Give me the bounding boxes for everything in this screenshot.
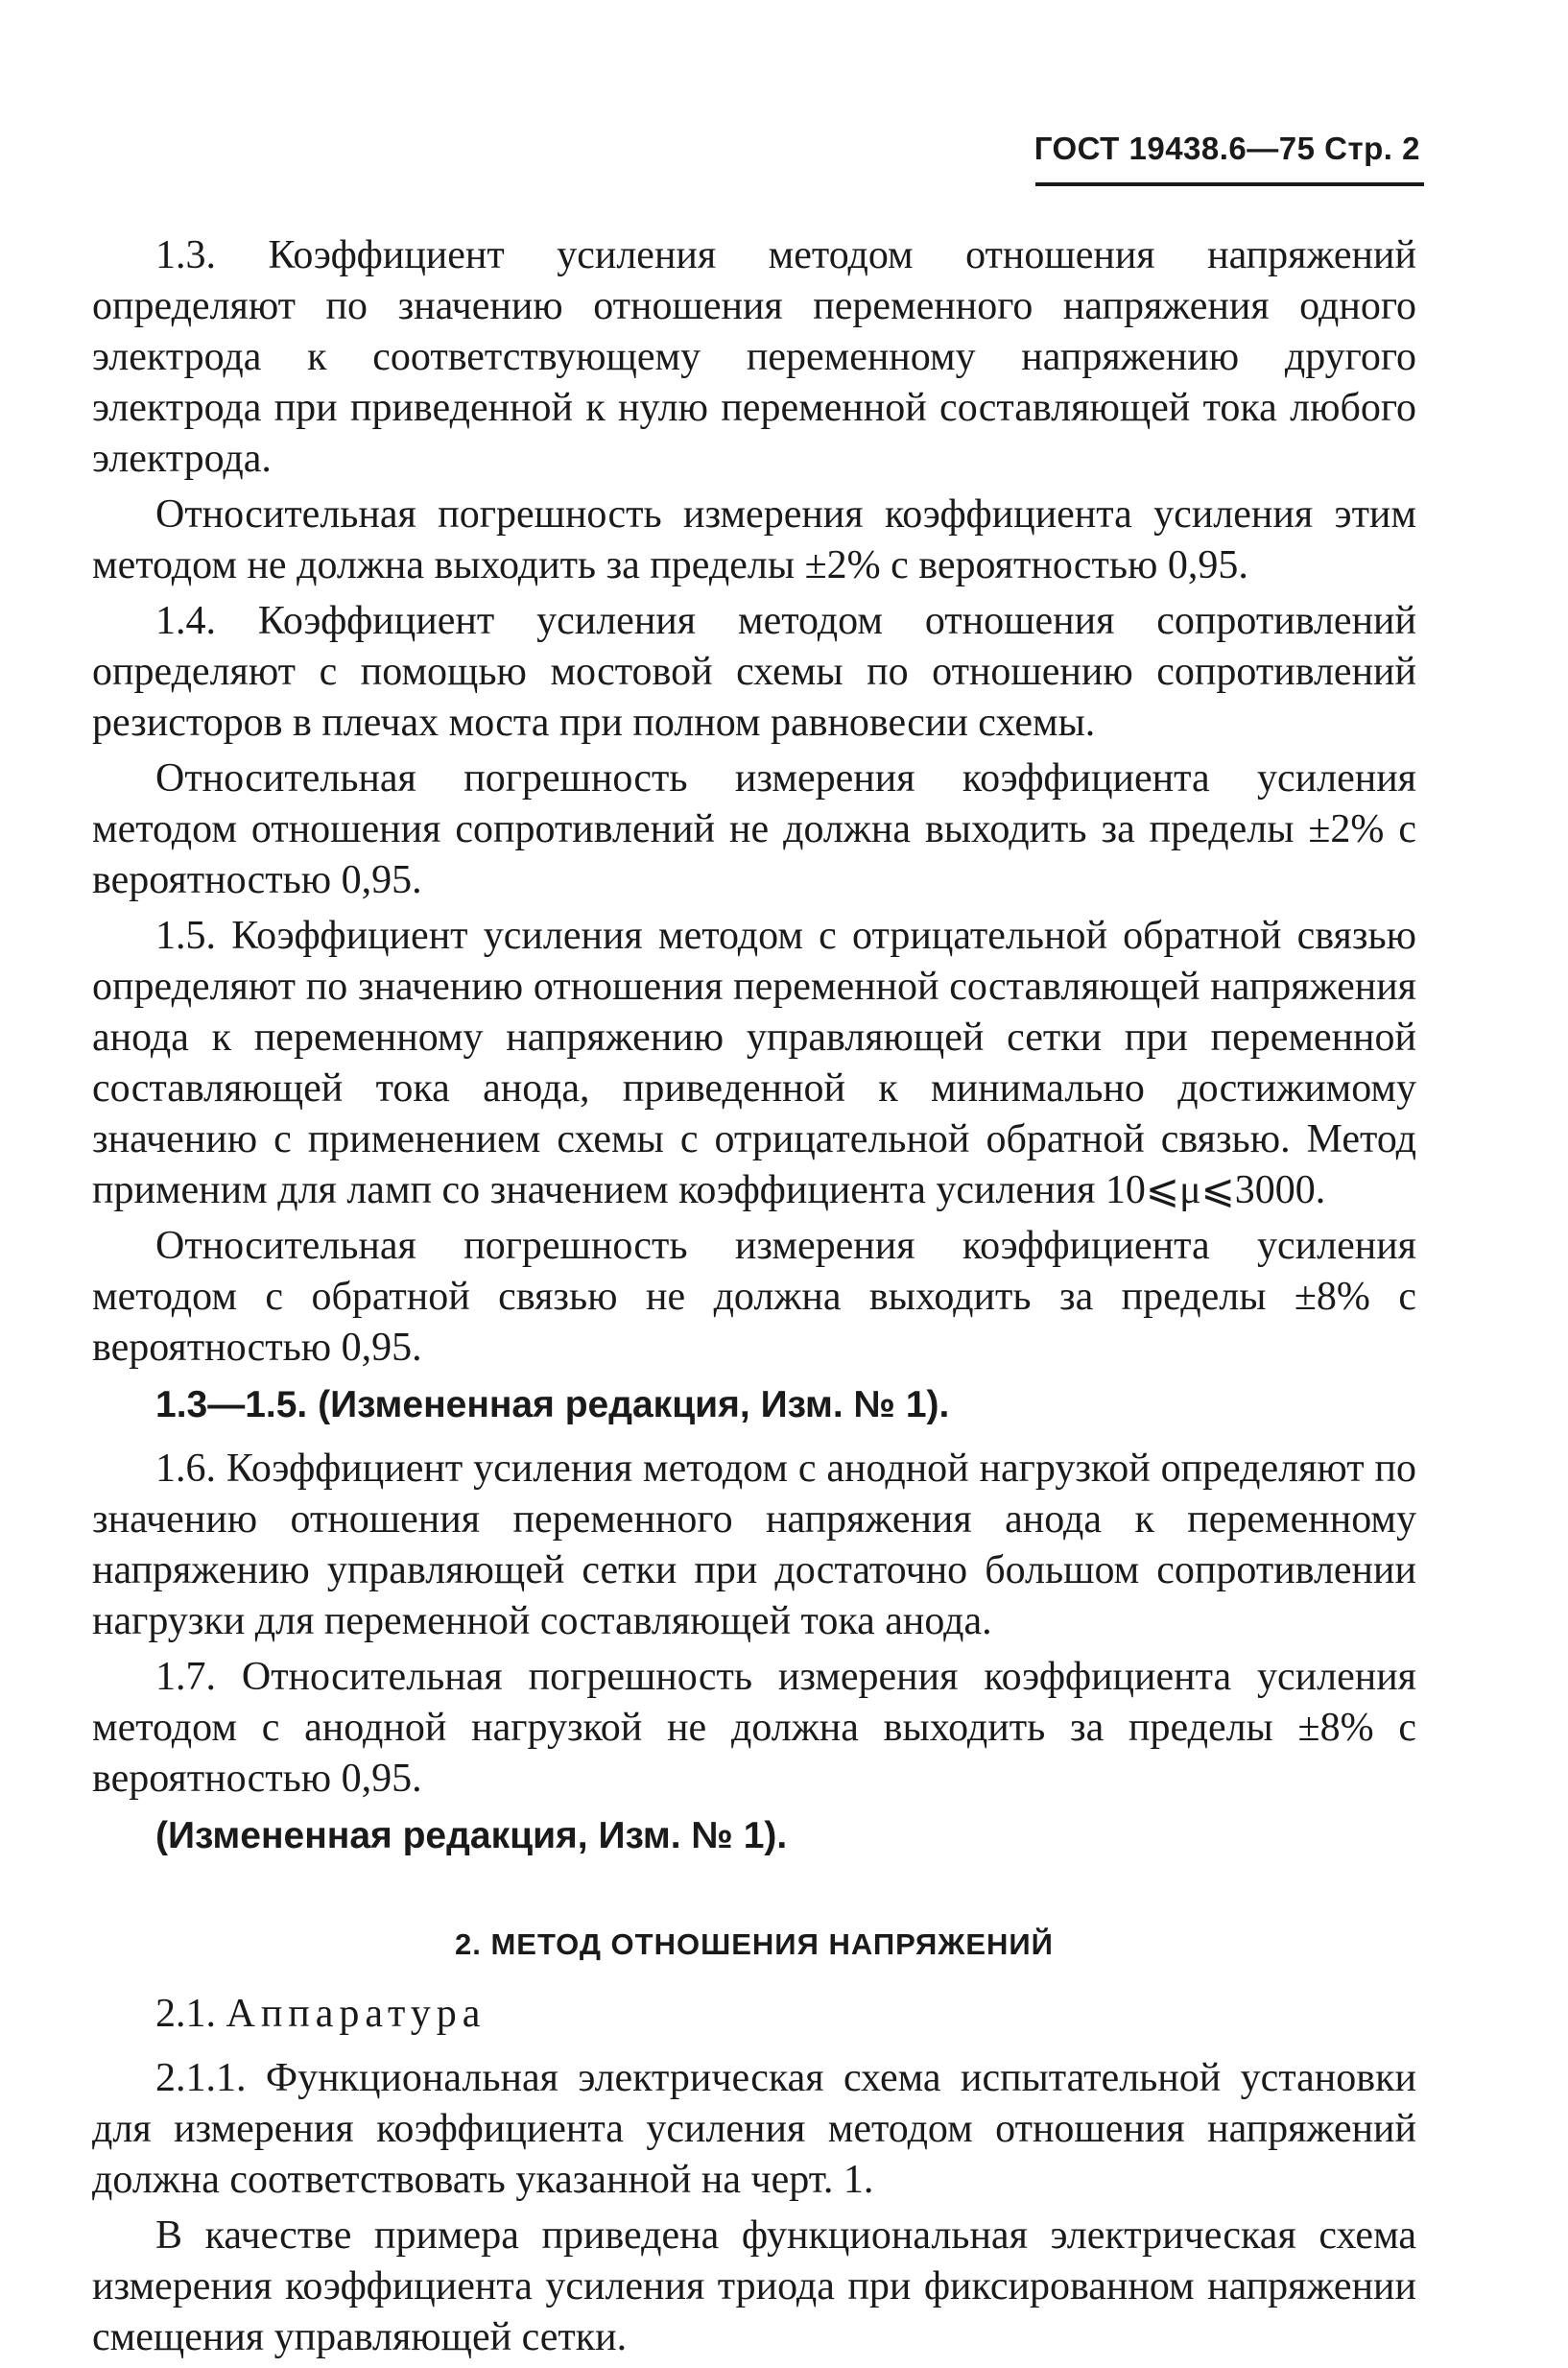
amendment-note-1: 1.3—1.5. (Измененная редакция, Изм. № 1). <box>155 1384 950 1425</box>
page-header: ГОСТ 19438.6—75 Стр. 2 <box>1033 131 1420 166</box>
paragraph-1-4: 1.4. Коэффициент усиления методом отношения сопротивлений определяют с помощью мостовой схемы по отношению сопротивлений резисторов в плечах моста при полном равновесии схемы. <box>92 599 1416 745</box>
paragraph-1-5: 1.5. Коэффициент усиления методом с отрицательной обратной связью определяют по значению отношения переменной составляющей напряжения анода к переменному напряжению управляющей сетки при переменной составляющей тока анода, приведенной к минимально достижимому значению с применением схемы с отрицательной обратной связью. Метод применим для ламп со значением коэффициента усиления 10⩽μ⩽3000. <box>92 914 1416 1212</box>
paragraph-2-1-1: 2.1.1. Функциональная электрическая схема испытательной установки для измерения коэффициента усиления методом отношения напряжений должна соответствовать указанной на черт. 1. <box>92 2056 1416 2202</box>
amendment-note-2: (Измененная редакция, Изм. № 1). <box>155 1815 788 1856</box>
paragraph-1-3: 1.3. Коэффициент усиления методом отношения напряжений определяют по значению отношения переменного напряжения одного электрода к соответствующему переменному напряжению другого электрода при приведенной к нулю переменной составляющей тока любого электрода. <box>92 233 1416 481</box>
paragraph-1-7: 1.7. Относительная погрешность измерения коэффициента усиления методом с анодной нагрузкой не должна выходить за пределы ±8% с вероятностью 0,95. <box>92 1655 1416 1801</box>
document-body <box>92 230 1416 2368</box>
paragraph-1-4-error: Относительная погрешность измерения коэффициента усиления методом отношения сопротивлений не должна выходить за пределы ±2% с вероятностью 0,95. <box>92 756 1416 902</box>
subsection-number: 2.1. <box>155 1992 216 2036</box>
paragraph-1-3-error: Относительная погрешность измерения коэффициента усиления этим методом не должна выходить за пределы ±2% с вероятностью 0,95. <box>92 492 1416 587</box>
subsection-title: Аппаратура <box>226 1992 487 2036</box>
paragraph-example: В качестве примера приведена функциональная электрическая схема измерения коэффициента усиления триода при фиксированном напряжении смещения управляющей сетки. <box>92 2213 1416 2359</box>
paragraph-1-5-error: Относительная погрешность измерения коэффициента усиления методом с обратной связью не должна выходить за пределы ±8% с вероятностью 0,95. <box>92 1224 1416 1370</box>
subsection-heading <box>92 1989 1416 2040</box>
paragraph-1-6: 1.6. Коэффициент усиления методом с анодной нагрузкой определяют по значению отношения переменного напряжения анода к переменному напряжению управляющей сетки при достаточно большом сопротивлении нагрузки для переменной составляющей тока анода. <box>92 1447 1416 1643</box>
section-title: 2. МЕТОД ОТНОШЕНИЯ НАПРЯЖЕНИЙ <box>455 1927 1054 1961</box>
header-rule <box>1035 182 1424 186</box>
